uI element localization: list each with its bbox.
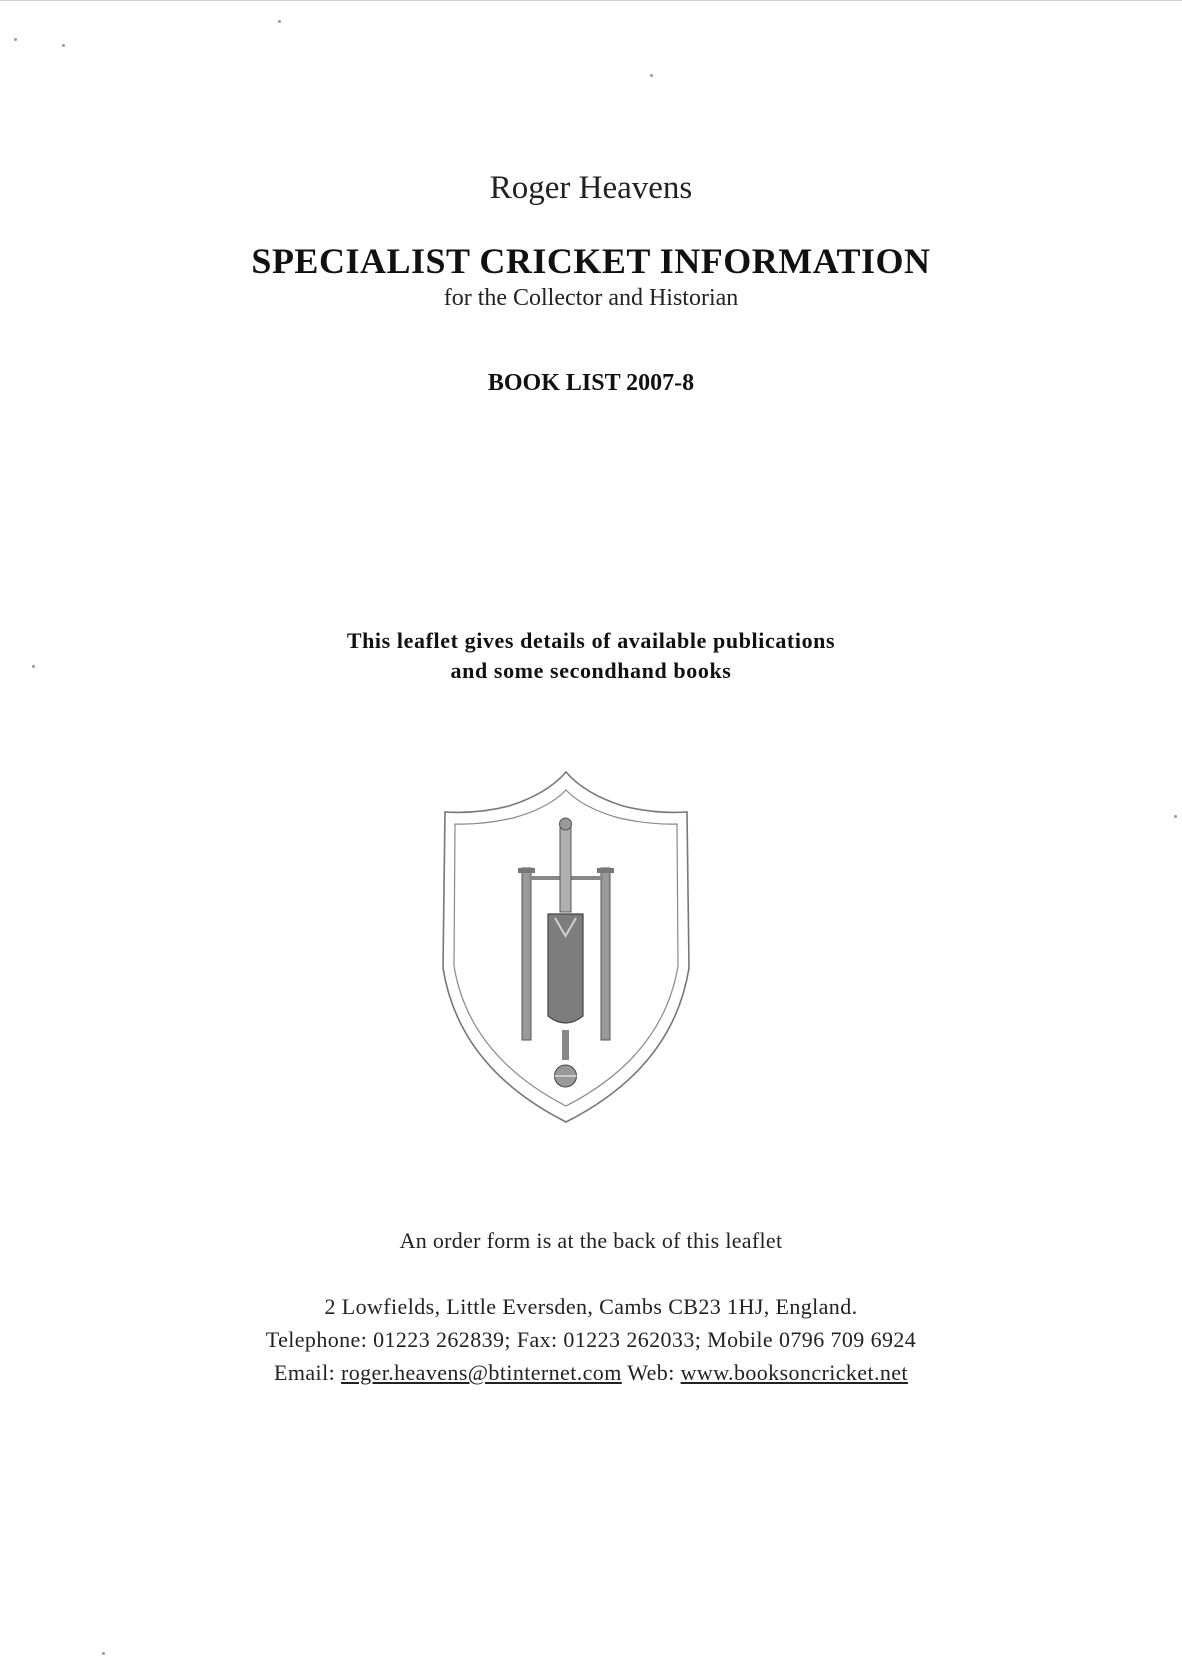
scan-speck <box>1174 815 1177 818</box>
scan-speck <box>102 1652 105 1655</box>
scan-speck <box>650 74 653 77</box>
scan-speck <box>62 44 65 47</box>
scan-edge <box>0 0 1182 1</box>
cricket-shield-crest-icon <box>437 768 695 1126</box>
postal-address: 2 Lowfields, Little Eversden, Cambs CB23 1HJ, England. <box>324 1294 858 1319</box>
book-list-heading: BOOK LIST 2007-8 <box>487 370 695 396</box>
order-form-note: An order form is at the back of this leaflet <box>399 1228 783 1253</box>
scan-speck <box>278 20 281 23</box>
contact-block <box>0 1290 1182 1389</box>
web-label: Web: <box>627 1360 675 1385</box>
email-link[interactable]: roger.heavens@btinternet.com <box>341 1360 622 1385</box>
leaflet-intro-line2: and some secondhand books <box>450 658 732 683</box>
author-name: Roger Heavens <box>489 170 693 206</box>
scan-speck <box>14 38 17 41</box>
website-link[interactable]: www.booksoncricket.net <box>680 1360 908 1385</box>
email-label: Email: <box>274 1360 336 1385</box>
leaflet-intro <box>0 626 1182 686</box>
page-title: SPECIALIST CRICKET INFORMATION <box>251 241 931 281</box>
page-subtitle: for the Collector and Historian <box>443 285 739 311</box>
telephone-line: Telephone: 01223 262839; Fax: 01223 262033; Mobile 0796 709 6924 <box>265 1327 917 1352</box>
leaflet-intro-line1: This leaflet gives details of available publications <box>346 628 836 653</box>
email-web-line <box>0 1356 1182 1389</box>
